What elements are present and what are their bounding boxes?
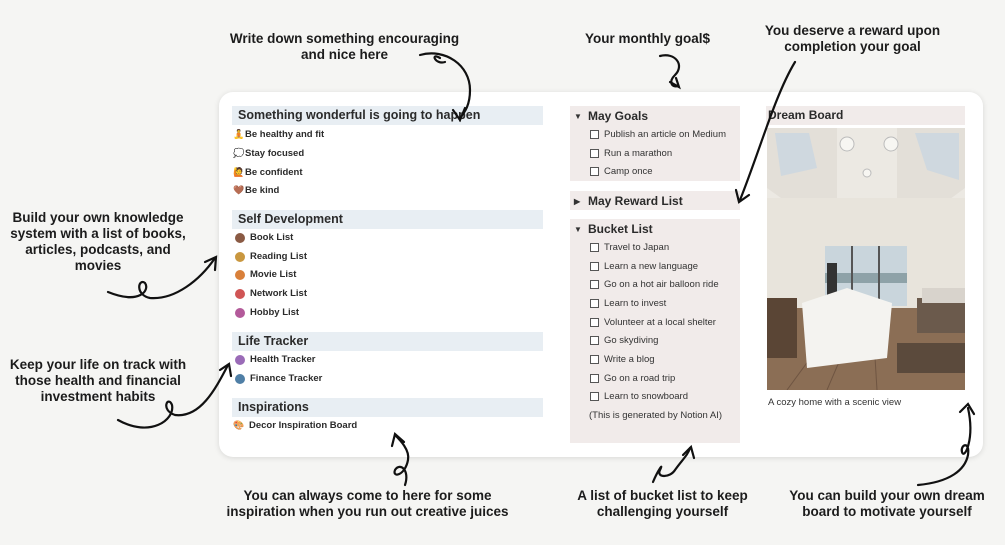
affirmation-item[interactable] <box>233 128 324 141</box>
annotation-line: investment habits <box>40 389 156 404</box>
life-tracker-item-health[interactable] <box>235 353 315 366</box>
todo-label: Go on a hot air balloon ride <box>604 279 719 290</box>
annotation-line: completion your goal <box>784 39 921 54</box>
dream-board-caption: A cozy home with a scenic view <box>768 397 902 408</box>
annotation-line: Your monthly goal$ <box>584 31 710 46</box>
self-dev-item-reading-list[interactable] <box>235 250 307 263</box>
checkbox[interactable] <box>590 243 599 252</box>
annotation-monthly-goals <box>575 31 720 47</box>
link-label: Book List <box>250 232 294 243</box>
annotation-line: Write down something encouraging <box>229 31 460 46</box>
link-label: Reading List <box>250 251 308 262</box>
affirmation-item[interactable] <box>233 184 279 197</box>
heart-icon: 🤎 <box>233 185 245 195</box>
toggle-title: May Reward List <box>588 194 683 208</box>
annotation-life-track <box>2 357 194 405</box>
annotation-reward <box>755 23 950 55</box>
annotation-knowledge <box>2 210 194 274</box>
annotation-line: those health and financial <box>15 373 181 388</box>
caret-down-icon: ▼ <box>574 111 582 121</box>
annotation-line: You can build your own dream <box>789 488 985 503</box>
may-goals-toggle[interactable] <box>574 109 648 123</box>
todo-label: Write a blog <box>604 354 655 365</box>
page-dot-icon <box>235 233 245 243</box>
inspirations-heading: Inspirations <box>232 398 543 417</box>
todo-item[interactable] <box>590 391 688 402</box>
checkbox[interactable] <box>590 355 599 364</box>
link-label: Hobby List <box>250 307 300 318</box>
affirmation-label: Be healthy and fit <box>245 129 325 140</box>
inspiration-item-decor[interactable] <box>233 419 357 432</box>
annotation-line: articles, podcasts, and <box>25 242 171 257</box>
thought-bubble-icon: 💭 <box>233 148 245 158</box>
page-dot-icon <box>235 270 245 280</box>
link-label: Movie List <box>250 269 297 280</box>
self-development-heading: Self Development <box>232 210 543 229</box>
toggle-title: May Goals <box>588 109 649 123</box>
paint-palette-icon: 🎨 <box>233 420 245 430</box>
todo-item[interactable] <box>590 335 658 346</box>
todo-label: Go on a road trip <box>604 373 676 384</box>
todo-item[interactable] <box>590 242 669 253</box>
bucket-list-toggle[interactable] <box>574 222 653 236</box>
self-dev-item-hobby-list[interactable] <box>235 306 299 319</box>
todo-label: Learn a new language <box>604 261 699 272</box>
life-tracker-item-finance[interactable] <box>235 372 322 385</box>
annotation-line: A list of bucket list to keep <box>577 488 748 503</box>
todo-item[interactable] <box>590 317 716 328</box>
annotation-line: challenging yourself <box>596 504 729 519</box>
todo-item[interactable] <box>590 148 672 159</box>
page-dot-icon <box>235 289 245 299</box>
todo-label: Publish an article on Medium <box>604 129 726 140</box>
may-reward-toggle[interactable] <box>574 194 683 208</box>
checkbox[interactable] <box>590 130 599 139</box>
todo-item[interactable] <box>590 354 655 365</box>
checkbox[interactable] <box>590 280 599 289</box>
annotation-line: inspiration when you run out creative juices <box>226 504 509 519</box>
affirmation-label: Stay focused <box>245 148 305 159</box>
affirmation-label: Be confident <box>245 167 303 178</box>
todo-item[interactable] <box>590 166 653 177</box>
life-tracker-heading: Life Tracker <box>232 332 543 351</box>
affirmation-item[interactable] <box>233 166 303 179</box>
self-dev-item-book-list[interactable] <box>235 231 293 244</box>
affirmations-heading: Something wonderful is going to happen <box>232 106 543 125</box>
annotation-inspiration <box>205 488 530 520</box>
person-in-lotus-icon: 🧘 <box>233 129 245 139</box>
annotation-line: system with a list of books, <box>10 226 186 241</box>
todo-item[interactable] <box>590 129 726 140</box>
todo-item[interactable] <box>590 298 666 309</box>
toggle-title: Bucket List <box>588 222 653 236</box>
checkbox[interactable] <box>590 336 599 345</box>
todo-label: Travel to Japan <box>604 242 670 253</box>
checkbox[interactable] <box>590 374 599 383</box>
todo-label: Go skydiving <box>604 335 659 346</box>
todo-label: Run a marathon <box>604 148 673 159</box>
dream-board-photo[interactable] <box>767 128 965 390</box>
page-dot-icon <box>235 355 245 365</box>
annotation-bucket <box>560 488 765 520</box>
checkbox[interactable] <box>590 167 599 176</box>
annotation-line: Keep your life on track with <box>9 357 187 372</box>
affirmation-label: Be kind <box>245 185 280 196</box>
todo-label: Learn to invest <box>604 298 667 309</box>
self-dev-item-movie-list[interactable] <box>235 268 296 281</box>
annotation-line: You can always come to here for some <box>243 488 492 503</box>
page-dot-icon <box>235 252 245 262</box>
todo-label: Camp once <box>604 166 653 177</box>
todo-item[interactable] <box>590 373 675 384</box>
annotation-line: movies <box>74 258 122 273</box>
annotation-encourage <box>222 31 467 63</box>
link-label: Health Tracker <box>250 354 316 365</box>
annotation-dream <box>782 488 992 520</box>
arrow-to-goals <box>660 55 679 86</box>
person-icon: 🙋 <box>233 167 245 177</box>
checkbox[interactable] <box>590 262 599 271</box>
annotation-line: board to motivate yourself <box>802 504 972 519</box>
todo-label: Volunteer at a local shelter <box>604 317 716 328</box>
dream-board-heading: Dream Board <box>766 106 965 125</box>
annotation-line: Build your own knowledge <box>12 210 184 225</box>
bucket-list-footnote: (This is generated by Notion AI) <box>589 410 723 421</box>
annotation-line: and nice here <box>300 47 389 62</box>
page-dot-icon <box>235 308 245 318</box>
annotation-line: You deserve a reward upon <box>764 23 941 38</box>
affirmation-item[interactable] <box>233 147 304 160</box>
checkbox[interactable] <box>590 392 599 401</box>
checkbox[interactable] <box>590 149 599 158</box>
todo-item[interactable] <box>590 261 698 272</box>
checkbox[interactable] <box>590 318 599 327</box>
checkbox[interactable] <box>590 299 599 308</box>
todo-item[interactable] <box>590 279 719 290</box>
todo-label: Learn to snowboard <box>604 391 688 402</box>
page-dot-icon <box>235 374 245 384</box>
link-label: Finance Tracker <box>250 373 323 384</box>
cozy-room-illustration <box>767 128 965 390</box>
self-dev-item-network-list[interactable] <box>235 287 307 300</box>
caret-right-icon: ▶ <box>574 196 581 206</box>
caret-down-icon: ▼ <box>574 224 582 234</box>
link-label: Network List <box>250 288 308 299</box>
link-label: Decor Inspiration Board <box>249 420 358 431</box>
